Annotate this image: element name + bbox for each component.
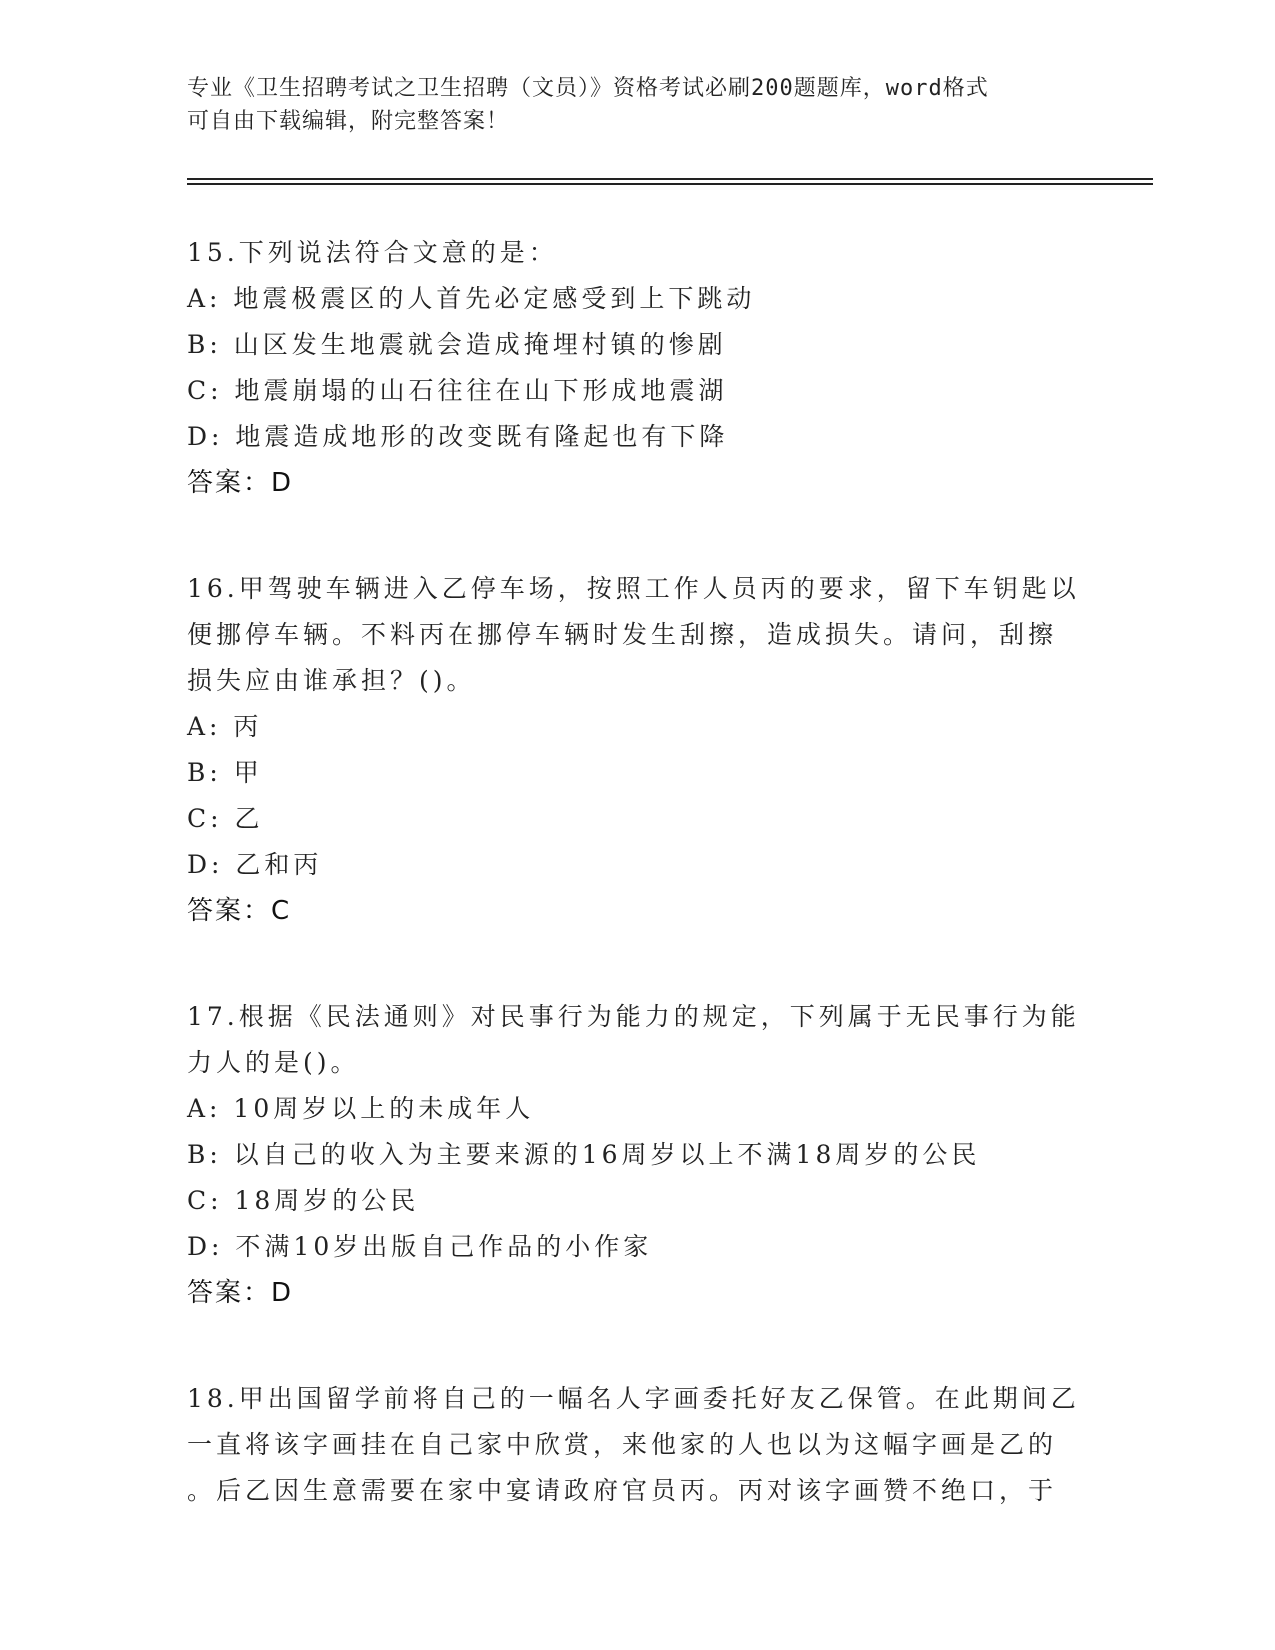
question-stem: 18.甲出国留学前将自己的一幅名人字画委托好友乙保管。在此期间乙 <box>187 1384 1080 1413</box>
option-c: C: 18周岁的公民 <box>187 1186 420 1215</box>
option-a: A: 丙 <box>187 712 263 741</box>
header-line-2: 可自由下载编辑，附完整答案！ <box>187 109 510 134</box>
header-rule-bottom <box>187 183 1153 185</box>
question-stem: 。后乙因生意需要在家中宴请政府官员丙。丙对该字画赞不绝口，于 <box>187 1476 1058 1505</box>
question-list <box>187 230 1087 1574</box>
option-b: B: 以自己的收入为主要来源的16周岁以上不满18周岁的公民 <box>187 1140 981 1169</box>
header-line-1: 专业《卫生招聘考试之卫生招聘（文员）》资格考试必刷200题题库，word格式 <box>187 76 989 101</box>
question-stem: 一直将该字画挂在自己家中欣赏，来他家的人也以为这幅字画是乙的 <box>187 1430 1058 1459</box>
option-b: B: 山区发生地震就会造成掩埋村镇的惨剧 <box>187 330 727 359</box>
option-b: B: 甲 <box>187 758 263 787</box>
option-a: A: 10周岁以上的未成年人 <box>187 1094 535 1123</box>
option-d: D: 不满10岁出版自己作品的小作家 <box>187 1232 653 1261</box>
answer: 答案：D <box>187 468 294 498</box>
option-c: C: 地震崩塌的山石往往在山下形成地震湖 <box>187 376 728 405</box>
question-stem: 17.根据《民法通则》对民事行为能力的规定，下列属于无民事行为能 <box>187 1002 1080 1031</box>
question-stem: 16.甲驾驶车辆进入乙停车场，按照工作人员丙的要求，留下车钥匙以 <box>187 574 1080 603</box>
question-18 <box>187 1376 1087 1514</box>
option-c: C: 乙 <box>187 804 264 833</box>
answer: 答案：C <box>187 896 292 926</box>
document-header <box>187 72 1087 138</box>
question-stem: 损失应由谁承担？()。 <box>187 666 476 695</box>
option-a: A: 地震极震区的人首先必定感受到上下跳动 <box>187 284 756 313</box>
question-15 <box>187 230 1087 506</box>
question-17 <box>187 994 1087 1316</box>
question-stem: 15.下列说法符合文意的是： <box>187 238 558 267</box>
question-stem: 力人的是()。 <box>187 1048 360 1077</box>
question-stem: 便挪停车辆。不料丙在挪停车辆时发生刮擦，造成损失。请问，刮擦 <box>187 620 1058 649</box>
option-d: D: 地震造成地形的改变既有隆起也有下降 <box>187 422 729 451</box>
header-rule-top <box>187 178 1153 180</box>
question-16 <box>187 566 1087 934</box>
answer: 答案：D <box>187 1278 294 1308</box>
option-d: D: 乙和丙 <box>187 850 323 879</box>
